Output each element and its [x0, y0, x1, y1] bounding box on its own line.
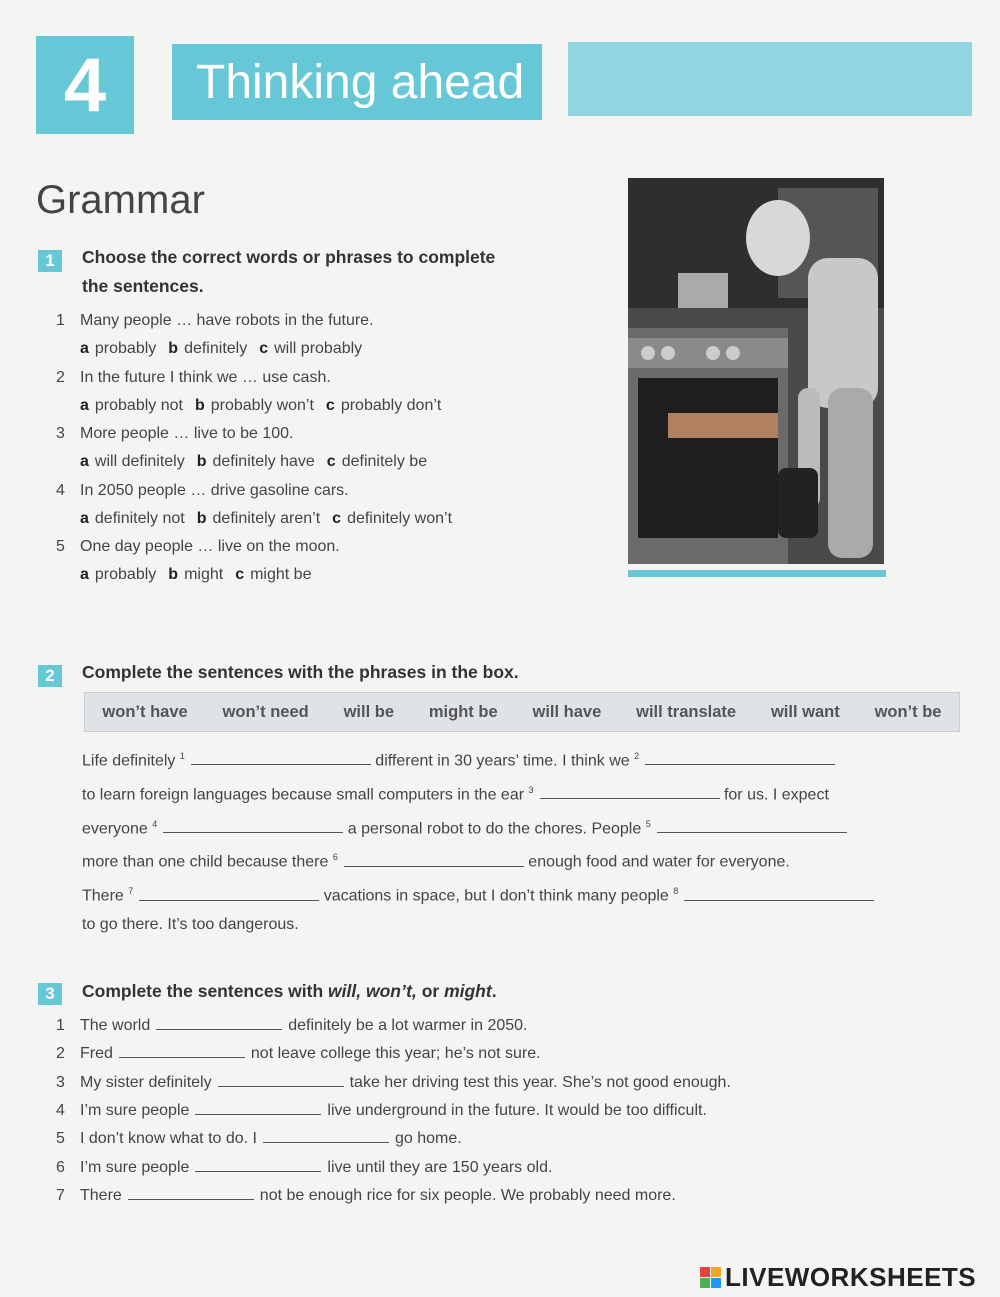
exercise-1-options — [80, 453, 439, 471]
option-letter: c — [325, 396, 335, 414]
question-text: More people … live to be 100. — [80, 425, 294, 442]
option-b[interactable] — [197, 453, 315, 470]
sentence-start: My sister definitely — [80, 1073, 212, 1091]
sentence-start: The world — [80, 1017, 151, 1034]
option-text: definitely be — [341, 453, 428, 470]
exercise-1-question — [56, 482, 349, 500]
question-number: 2 — [56, 1045, 65, 1063]
answer-blank[interactable] — [344, 852, 524, 867]
exercise-2-line — [82, 911, 942, 940]
section-heading: Grammar — [36, 178, 205, 222]
question-number: 3 — [56, 1073, 65, 1091]
answer-blank[interactable] — [191, 750, 371, 765]
line-text: more than one child because there — [82, 853, 333, 871]
liveworksheets-brand: LIVEWORKSHEETS — [725, 1262, 977, 1292]
question-number: 5 — [56, 538, 65, 555]
line-text: to go there. It’s too dangerous. — [82, 916, 299, 934]
exercise-1-options — [80, 397, 453, 415]
sentence-end: definitely be a lot warmer in 2050. — [288, 1017, 528, 1034]
option-text: probably not — [94, 396, 183, 414]
sentence-end: live underground in the future. It would be too difficult. — [327, 1101, 707, 1119]
option-b[interactable] — [168, 340, 247, 357]
option-a[interactable] — [80, 340, 156, 357]
exercise-3-item — [56, 1185, 676, 1205]
option-letter: a — [80, 453, 89, 470]
exercise-2-line — [82, 877, 942, 911]
exercise-1-instruction-line2: the sentences. — [82, 276, 204, 296]
option-text: will probably — [274, 340, 363, 357]
exercise-3-item — [56, 1157, 552, 1177]
line-text: for us. I expect — [719, 786, 829, 804]
option-text: definitely aren’t — [212, 509, 321, 527]
sentence-start: I don’t know what to do. I — [80, 1130, 257, 1148]
answer-blank[interactable] — [195, 1100, 321, 1115]
phrase-box — [84, 692, 960, 732]
option-text: might — [184, 566, 224, 583]
option-letter: c — [235, 566, 245, 583]
answer-blank[interactable] — [119, 1043, 245, 1058]
gap-number: 6 — [332, 852, 338, 863]
line-text: Life definitely — [82, 752, 180, 770]
option-a[interactable] — [80, 566, 156, 583]
exercise-1-options — [80, 510, 464, 528]
exercise-3-item — [56, 1015, 528, 1035]
exercise-3-instruction — [82, 977, 497, 1006]
gap-number: 2 — [634, 751, 640, 761]
option-text: definitely not — [94, 509, 185, 527]
option-b[interactable] — [197, 510, 320, 527]
liveworksheets-icon — [700, 1267, 721, 1288]
option-letter: b — [194, 396, 205, 414]
sentence-start: I’m sure people — [80, 1101, 190, 1119]
answer-blank[interactable] — [263, 1128, 389, 1143]
option-a[interactable] — [80, 510, 185, 527]
exercise-1-options — [80, 566, 323, 584]
exercise-2-line — [82, 810, 942, 844]
question-text: One day people … live on the moon. — [80, 538, 340, 555]
option-c[interactable] — [326, 397, 441, 414]
question-number: 3 — [56, 425, 65, 442]
box-phrase: will want — [770, 702, 840, 721]
header-accent-bar — [568, 42, 972, 116]
robot-photo — [628, 178, 884, 564]
box-phrase: will translate — [636, 702, 737, 721]
question-number: 1 — [56, 312, 65, 329]
question-number: 4 — [56, 1101, 65, 1119]
line-text: There — [82, 887, 129, 905]
box-phrase: might be — [428, 702, 498, 721]
unit-title: Thinking ahead — [172, 44, 542, 120]
option-c[interactable] — [259, 340, 362, 357]
box-phrase: won’t need — [222, 702, 309, 721]
exercise-3-instruction-end: . — [491, 981, 497, 1001]
exercise-1-options — [80, 340, 374, 358]
box-phrase: will have — [532, 702, 602, 721]
option-letter: c — [326, 453, 336, 470]
exercise-3-item — [56, 1043, 541, 1063]
option-text: definitely — [184, 340, 248, 357]
sentence-end: not be enough rice for six people. We probably need more. — [259, 1186, 676, 1204]
answer-blank[interactable] — [218, 1072, 344, 1087]
gap-number: 3 — [528, 784, 534, 795]
option-a[interactable] — [80, 453, 185, 470]
gap-number: 7 — [128, 886, 134, 897]
exercise-3-number: 3 — [38, 983, 62, 1005]
question-number: 7 — [56, 1186, 65, 1204]
answer-blank[interactable] — [163, 818, 343, 833]
gap-number: 5 — [645, 818, 651, 829]
line-text: enough food and water for everyone. — [523, 853, 790, 871]
option-letter: b — [168, 566, 179, 583]
exercise-1-instruction-line1: Choose the correct words or phrases to complete — [82, 247, 496, 267]
exercise-1-question — [56, 425, 293, 443]
sentence-end: live until they are 150 years old. — [327, 1158, 553, 1176]
option-letter: a — [80, 340, 89, 357]
answer-blank[interactable] — [645, 750, 835, 765]
option-text: probably won’t — [210, 396, 314, 414]
photo-accent-bar — [628, 570, 886, 577]
line-text: vacations in space, but I don’t think many people — [319, 887, 674, 905]
option-text: definitely have — [212, 453, 315, 470]
exercise-3-instruction-or: or — [416, 981, 445, 1001]
exercise-3-instruction-might: might — [444, 981, 492, 1001]
answer-blank[interactable] — [540, 784, 720, 799]
sentence-start: Fred — [80, 1045, 113, 1063]
option-letter: b — [196, 453, 207, 470]
answer-blank[interactable] — [684, 886, 874, 901]
question-text: In the future I think we … use cash. — [80, 368, 331, 386]
exercise-1-question — [56, 369, 331, 387]
option-letter: a — [80, 566, 89, 583]
answer-blank[interactable] — [657, 818, 847, 833]
option-b[interactable] — [195, 397, 314, 414]
option-text: probably — [94, 566, 157, 583]
sentence-start: I’m sure people — [80, 1158, 190, 1176]
question-number: 4 — [56, 481, 65, 499]
robot-photo-image — [628, 178, 884, 564]
exercise-1-question — [56, 538, 340, 556]
box-phrase: won’t have — [102, 702, 188, 721]
option-text: will definitely — [94, 453, 185, 470]
gap-number: 1 — [179, 751, 185, 761]
line-text: everyone — [82, 819, 153, 837]
option-letter: b — [196, 509, 207, 527]
question-text: Many people … have robots in the future. — [80, 312, 374, 329]
question-number: 2 — [56, 368, 65, 386]
option-letter: c — [259, 340, 269, 357]
line-text: to learn foreign languages because small computers in the ear — [82, 786, 529, 804]
box-phrase: will be — [343, 702, 395, 721]
exercise-3-item — [56, 1072, 731, 1092]
liveworksheets-logo — [700, 1262, 976, 1293]
sentence-end: not leave college this year; he’s not sure. — [250, 1045, 541, 1063]
answer-blank[interactable] — [139, 886, 319, 901]
option-text: probably don’t — [340, 396, 442, 414]
option-text: definitely won’t — [347, 509, 453, 527]
exercise-2-line — [82, 776, 942, 810]
exercise-3-item — [56, 1128, 462, 1148]
question-text: In 2050 people … drive gasoline cars. — [80, 481, 349, 499]
option-text: might be — [250, 566, 312, 583]
box-phrase: won’t be — [874, 702, 942, 721]
option-letter: b — [168, 340, 179, 357]
option-c[interactable] — [235, 566, 311, 583]
exercise-2-instruction: Complete the sentences with the phrases in the box. — [82, 662, 519, 682]
sentence-start: There — [80, 1186, 122, 1204]
option-c[interactable] — [332, 510, 452, 527]
exercise-2-line — [82, 742, 942, 776]
sentence-end: take her driving test this year. She’s not good enough. — [349, 1073, 731, 1091]
option-letter: a — [80, 396, 89, 414]
answer-blank[interactable] — [128, 1185, 254, 1200]
exercise-2-text — [82, 742, 942, 940]
option-c[interactable] — [327, 453, 427, 470]
gap-number: 4 — [152, 818, 158, 829]
question-number: 1 — [56, 1017, 65, 1034]
exercise-2-number: 2 — [38, 665, 62, 687]
answer-blank[interactable] — [195, 1157, 321, 1172]
exercise-2-line — [82, 843, 942, 877]
line-text: a personal robot to do the chores. People — [343, 819, 646, 837]
exercise-3-item — [56, 1100, 707, 1120]
option-letter: a — [80, 509, 89, 527]
question-number: 6 — [56, 1158, 65, 1176]
sentence-end: go home. — [395, 1130, 462, 1148]
question-number: 5 — [56, 1130, 65, 1148]
gap-number: 8 — [673, 886, 679, 897]
option-b[interactable] — [168, 566, 223, 583]
unit-number: 4 — [36, 36, 134, 134]
exercise-1-number: 1 — [38, 250, 62, 272]
line-text: different in 30 years’ time. I think we — [370, 752, 635, 770]
option-letter: c — [332, 509, 342, 527]
exercise-1-instruction — [82, 243, 495, 301]
option-text: probably — [94, 340, 157, 357]
answer-blank[interactable] — [156, 1015, 282, 1030]
option-a[interactable] — [80, 397, 183, 414]
exercise-3-instruction-text: Complete the sentences with — [82, 981, 329, 1001]
exercise-1-question — [56, 312, 374, 330]
exercise-3-instruction-words: will, won’t, — [328, 981, 417, 1001]
